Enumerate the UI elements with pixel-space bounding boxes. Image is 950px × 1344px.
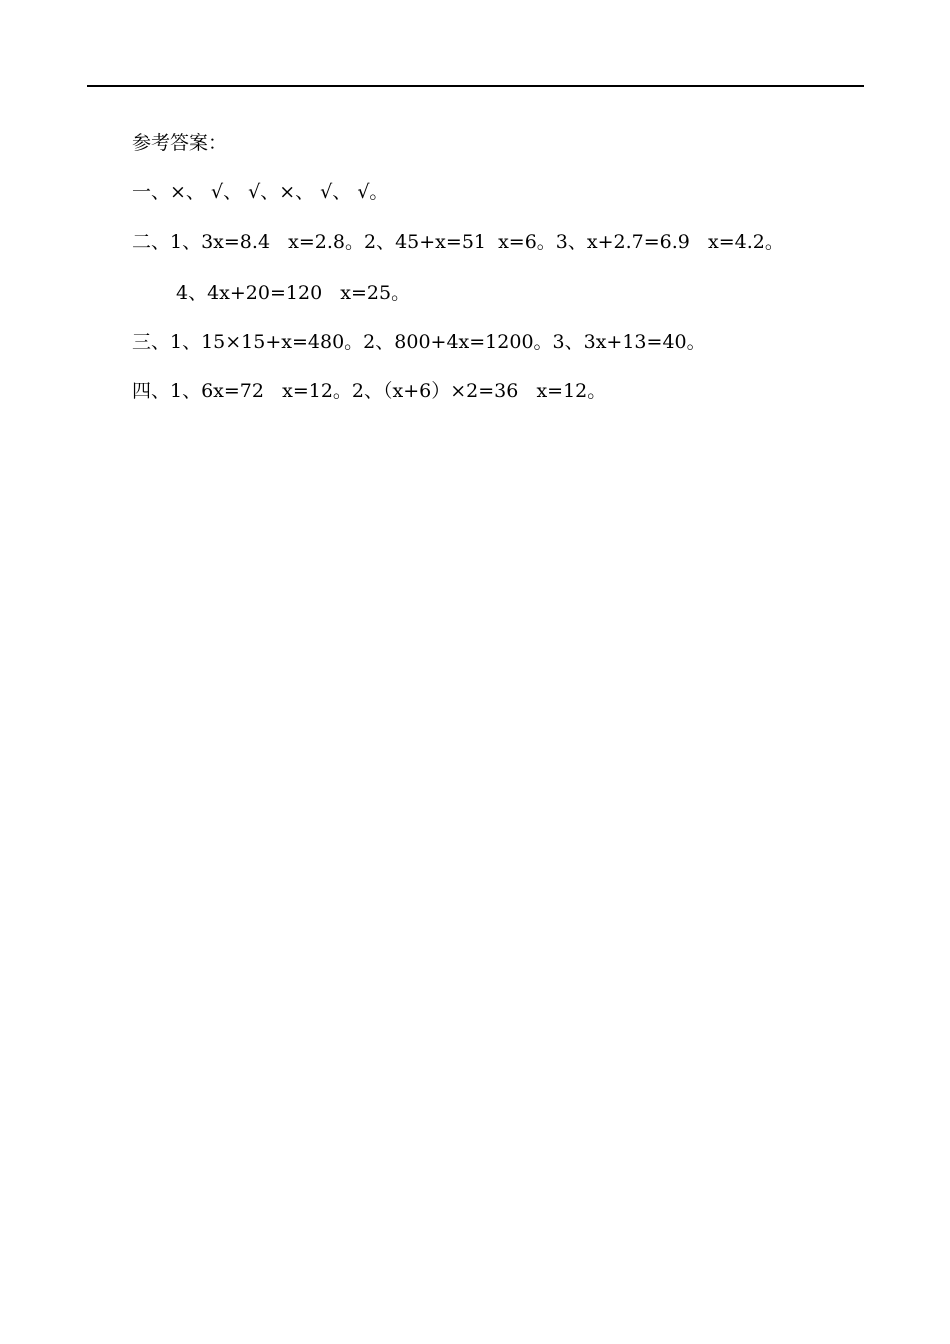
answers-title: 参考答案：: [132, 132, 228, 154]
answer-section-1: 一、×、 √、 √、×、 √、 √。: [132, 181, 389, 203]
answer-section-2: 二、1、3x=8.4 x=2.8。2、45+x=51 x=6。3、x+2.7=6.9 x=4.2。: [132, 231, 784, 253]
answer-section-3: 三、1、15×15+x=480。2、800+4x=1200。3、3x+13=40。: [132, 331, 706, 353]
answer-section-4: 四、1、6x=72 x=12。2、（x+6）×2=36 x=12。: [132, 380, 607, 402]
answer-section-2-continued: 4、4x+20=120 x=25。: [176, 282, 411, 304]
header-rule: [87, 85, 864, 87]
